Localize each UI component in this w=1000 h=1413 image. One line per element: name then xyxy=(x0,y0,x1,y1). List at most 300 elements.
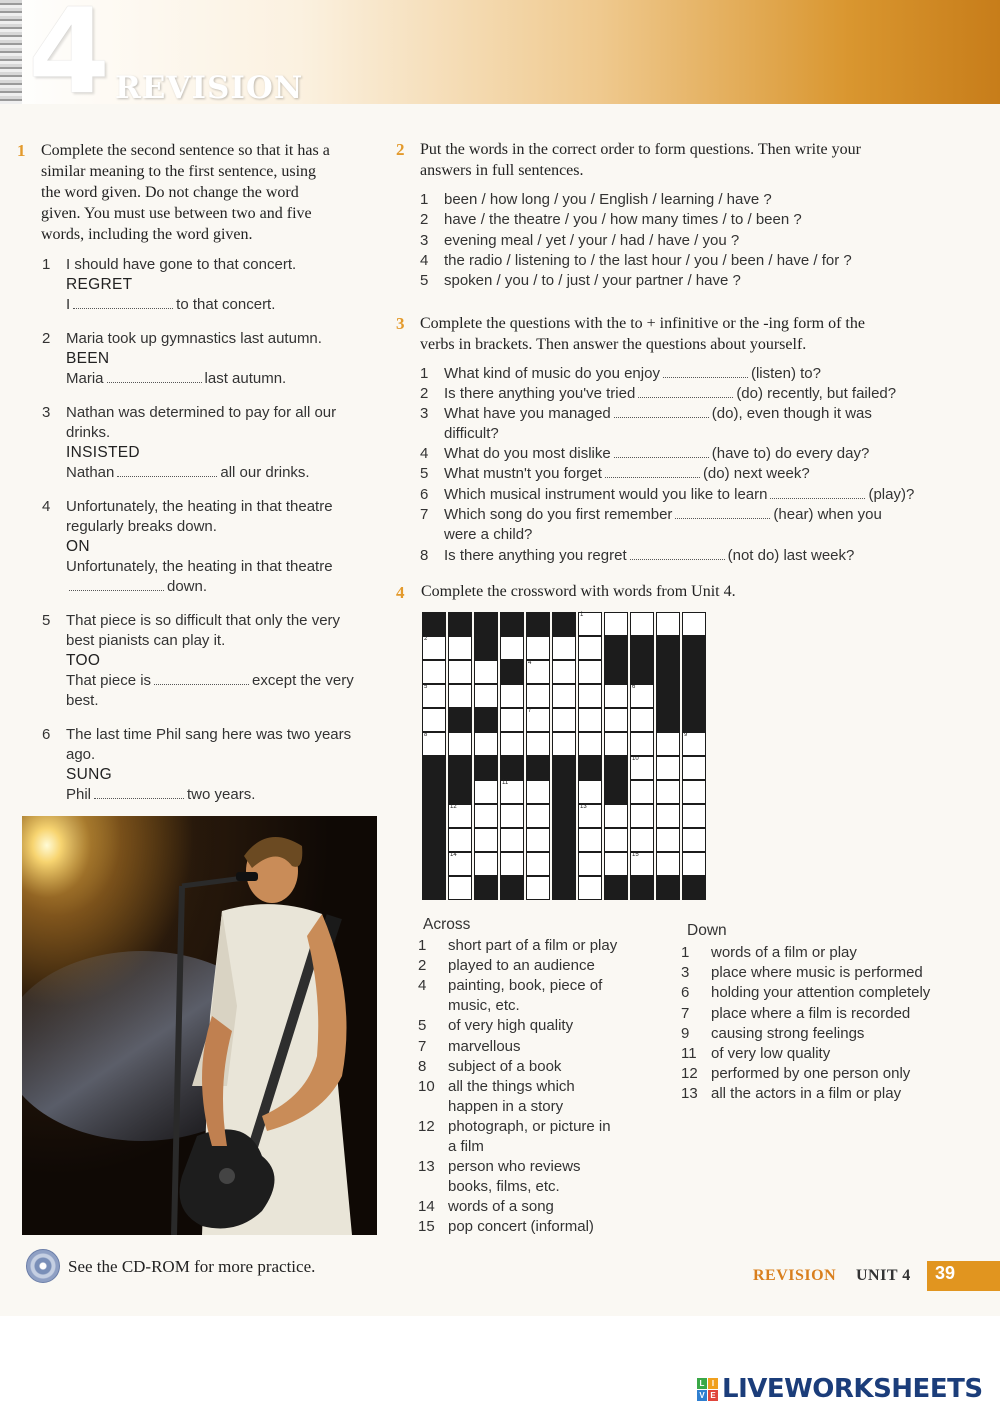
crossword-black-square xyxy=(448,612,472,636)
answer-start: Maria xyxy=(66,370,104,387)
clue-line: holding your attention completely xyxy=(711,984,931,1002)
instruction-line: words, including the word given. xyxy=(41,226,253,243)
crossword-cell[interactable] xyxy=(552,732,576,756)
item-number: 5 xyxy=(420,272,429,290)
cd-rom-note: See the CD-ROM for more practice. xyxy=(68,1257,316,1276)
crossword-black-square xyxy=(474,876,498,900)
clue-number: 12 xyxy=(418,1117,435,1135)
key-word: BEEN xyxy=(66,350,110,367)
crossword-black-square xyxy=(552,756,576,780)
crossword-black-square xyxy=(630,660,654,684)
crossword-cell[interactable] xyxy=(578,660,602,684)
question-line xyxy=(444,546,990,566)
clue-text xyxy=(448,1077,658,1117)
instruction-line: answers in full sentences. xyxy=(420,162,584,179)
crossword-cell[interactable] xyxy=(682,828,706,852)
word-order-item xyxy=(420,210,980,230)
crossword-black-square xyxy=(682,708,706,732)
across-clue xyxy=(418,956,658,976)
clue-line: subject of a book xyxy=(448,1057,562,1075)
question-line xyxy=(444,485,990,505)
crossword-cell[interactable] xyxy=(474,660,498,684)
instruction-line: Complete the second sentence so that it has a xyxy=(41,142,330,159)
item-number: 7 xyxy=(420,506,429,523)
answer-blank[interactable] xyxy=(614,446,709,458)
crossword-cell[interactable] xyxy=(682,780,706,804)
clue-line: words of a film or play xyxy=(711,944,857,961)
crossword-cell[interactable] xyxy=(630,852,654,876)
crossword-cell[interactable] xyxy=(526,708,550,732)
crossword-cell[interactable] xyxy=(578,852,602,876)
item-body xyxy=(444,485,990,505)
item-number: 2 xyxy=(420,211,429,229)
question-start: Is there anything you regret xyxy=(444,547,627,564)
crossword-black-square xyxy=(604,636,628,660)
clue-text xyxy=(711,963,981,983)
clue-text xyxy=(448,956,658,976)
item-body xyxy=(444,505,990,545)
item-number: 6 xyxy=(42,726,51,743)
answer-blank[interactable] xyxy=(770,487,865,499)
clue-number: 10 xyxy=(418,1077,435,1095)
source-sentence: best pianists can play it. xyxy=(66,632,226,649)
item-body xyxy=(66,611,377,711)
crossword-cell[interactable] xyxy=(526,684,550,708)
crossword-cell[interactable] xyxy=(448,660,472,684)
clue-line: place where a film is recorded xyxy=(711,1004,911,1022)
crossword-cell[interactable] xyxy=(500,780,524,804)
answer-blank[interactable] xyxy=(117,465,217,477)
clue-line: books, films, etc. xyxy=(448,1178,560,1196)
crossword-black-square xyxy=(552,852,576,876)
crossword-cell[interactable] xyxy=(656,756,680,780)
clue-text xyxy=(448,1217,658,1237)
crossword-black-square xyxy=(630,876,654,900)
answer-blank[interactable] xyxy=(638,386,733,398)
page-number: 39 xyxy=(935,1263,956,1283)
clue-line: of very high quality xyxy=(448,1017,574,1035)
crossword-cell[interactable] xyxy=(526,876,550,900)
jumbled-words: have / the theatre / you / how many times / to / been ? xyxy=(444,211,802,229)
gap-fill-item xyxy=(420,384,990,404)
crossword-cell[interactable] xyxy=(422,732,446,756)
crossword-clue-number: 3 xyxy=(475,635,479,641)
clue-text xyxy=(448,936,658,956)
item-number: 5 xyxy=(42,612,51,629)
item-number: 6 xyxy=(420,486,429,503)
crossword-cell[interactable] xyxy=(656,852,680,876)
crossword-black-square xyxy=(474,636,498,660)
item-body xyxy=(66,497,377,597)
crossword-grid xyxy=(422,612,708,899)
clue-number: 7 xyxy=(681,1004,690,1022)
crossword-black-square xyxy=(422,612,446,636)
question-line xyxy=(444,364,990,384)
answer-end: two years. xyxy=(187,786,256,803)
crossword-cell[interactable] xyxy=(682,804,706,828)
instruction-line: Put the words in the correct order to form questions. Then write your xyxy=(420,141,861,158)
crossword-cell[interactable] xyxy=(630,780,654,804)
crossword-black-square xyxy=(682,660,706,684)
crossword-cell[interactable] xyxy=(656,732,680,756)
item-body xyxy=(66,329,377,389)
answer-line xyxy=(66,369,377,389)
instruction-line: similar meaning to the first sentence, using xyxy=(41,163,317,180)
crossword-cell[interactable] xyxy=(604,612,628,636)
clue-line: person who reviews xyxy=(448,1158,581,1176)
across-heading: Across xyxy=(423,916,471,933)
item-body xyxy=(444,364,990,384)
clue-number: 9 xyxy=(681,1024,690,1042)
clue-number: 11 xyxy=(681,1045,697,1062)
clue-line: painting, book, piece of xyxy=(448,977,603,995)
crossword-black-square xyxy=(448,780,472,804)
crossword-black-square xyxy=(552,612,576,636)
clue-text xyxy=(448,1057,658,1077)
crossword-cell[interactable] xyxy=(630,828,654,852)
item-number: 4 xyxy=(420,445,429,462)
crossword-cell[interactable] xyxy=(552,684,576,708)
crossword-cell[interactable] xyxy=(630,684,654,708)
crossword-cell[interactable] xyxy=(604,684,628,708)
source-sentence: Unfortunately, the heating in that theatre xyxy=(66,498,333,515)
crossword-cell[interactable] xyxy=(526,660,550,684)
clue-line: performed by one person only xyxy=(711,1065,911,1083)
crossword-cell[interactable] xyxy=(448,732,472,756)
answer-line xyxy=(66,671,377,691)
crossword-cell[interactable] xyxy=(474,852,498,876)
answer-line xyxy=(66,557,377,577)
footer-section: REVISION xyxy=(753,1267,837,1284)
instruction-line: given. You must use between two and five xyxy=(41,205,312,222)
crossword-cell[interactable] xyxy=(552,636,576,660)
answer-blank[interactable] xyxy=(675,507,770,519)
crossword-cell[interactable] xyxy=(656,612,680,636)
crossword-cell[interactable] xyxy=(578,636,602,660)
instruction-line: the word given. Do not change the word xyxy=(41,184,299,201)
crossword-black-square xyxy=(500,756,524,780)
crossword-cell[interactable] xyxy=(578,780,602,804)
question-start: What do you most dislike xyxy=(444,445,611,462)
crossword-cell[interactable] xyxy=(500,708,524,732)
question-end: (play)? xyxy=(868,486,915,503)
concert-photo xyxy=(22,816,377,1235)
liveworksheets-watermark: LIVEWORKSHEETS xyxy=(722,1374,983,1404)
crossword-cell[interactable] xyxy=(526,828,550,852)
clue-line: happen in a story xyxy=(448,1097,564,1115)
crossword-cell[interactable] xyxy=(500,828,524,852)
down-heading: Down xyxy=(687,922,727,939)
exercise-3-instruction xyxy=(420,313,990,355)
crossword-cell[interactable] xyxy=(578,876,602,900)
crossword-black-square xyxy=(656,684,680,708)
crossword-black-square xyxy=(448,708,472,732)
question-line-2: were a child? xyxy=(444,526,533,543)
crossword-black-square xyxy=(526,756,550,780)
crossword-cell[interactable] xyxy=(578,708,602,732)
item-number: 3 xyxy=(420,231,429,249)
exercise-2-number: 2 xyxy=(396,140,405,159)
clue-text xyxy=(448,1016,658,1036)
crossword-clue-number: 10 xyxy=(632,756,639,762)
crossword-cell[interactable] xyxy=(656,780,680,804)
answer-start: Nathan xyxy=(66,464,115,481)
crossword-cell[interactable] xyxy=(422,660,446,684)
crossword-cell[interactable] xyxy=(500,804,524,828)
question-line xyxy=(444,505,990,525)
crossword-cell[interactable] xyxy=(552,660,576,684)
crossword-cell[interactable] xyxy=(578,828,602,852)
exercise-3-number: 3 xyxy=(396,314,405,333)
clue-text xyxy=(711,943,981,963)
question-line xyxy=(444,404,990,424)
clue-text xyxy=(711,983,981,1003)
clue-line: marvellous xyxy=(448,1037,521,1055)
exercise-1-number: 1 xyxy=(17,141,26,160)
logo-letter: E xyxy=(708,1390,718,1401)
crossword-clue-number: 14 xyxy=(450,852,457,858)
crossword-black-square xyxy=(422,780,446,804)
crossword-cell[interactable] xyxy=(682,612,706,636)
clue-number: 8 xyxy=(418,1057,427,1075)
crossword-clue-number: 1 xyxy=(580,612,584,618)
crossword-cell[interactable] xyxy=(526,636,550,660)
source-sentence: Maria took up gymnastics last autumn. xyxy=(66,330,322,347)
crossword-cell[interactable] xyxy=(500,852,524,876)
across-clue xyxy=(418,976,658,1016)
question-line xyxy=(444,464,990,484)
item-number: 3 xyxy=(420,405,429,422)
crossword-black-square xyxy=(604,876,628,900)
crossword-clue-number: 6 xyxy=(632,684,636,690)
question-end: (do) next week? xyxy=(702,465,810,482)
crossword-black-square xyxy=(474,708,498,732)
clue-number: 12 xyxy=(681,1065,698,1083)
crossword-cell[interactable] xyxy=(604,708,628,732)
answer-blank[interactable] xyxy=(630,548,725,560)
crossword-cell[interactable] xyxy=(474,780,498,804)
answer-blank[interactable] xyxy=(69,579,164,591)
crossword-black-square xyxy=(604,756,628,780)
crossword-cell[interactable] xyxy=(448,852,472,876)
crossword-cell[interactable] xyxy=(604,828,628,852)
crossword-cell[interactable] xyxy=(552,708,576,732)
source-sentence: That piece is so difficult that only the very xyxy=(66,612,341,629)
crossword-black-square xyxy=(500,612,524,636)
item-number: 2 xyxy=(42,330,51,347)
crossword-cell[interactable] xyxy=(474,804,498,828)
crossword-cell[interactable] xyxy=(448,804,472,828)
answer-blank[interactable] xyxy=(107,371,202,383)
clue-line: a film xyxy=(448,1137,484,1155)
crossword-cell[interactable] xyxy=(656,828,680,852)
crossword-cell[interactable] xyxy=(474,732,498,756)
crossword-cell[interactable] xyxy=(630,708,654,732)
item-number: 1 xyxy=(420,365,429,382)
crossword-black-square xyxy=(500,876,524,900)
clue-line: pop concert (informal) xyxy=(448,1218,594,1236)
jumbled-words: evening meal / yet / your / had / have / you ? xyxy=(444,231,740,249)
across-clue xyxy=(418,1157,658,1197)
clue-number: 15 xyxy=(418,1218,435,1236)
question-start: What kind of music do you enjoy xyxy=(444,365,660,382)
crossword-clue-number: 2 xyxy=(424,636,428,642)
transformation-item xyxy=(42,611,377,711)
crossword-clue-number: 5 xyxy=(424,684,428,690)
crossword-cell[interactable] xyxy=(474,828,498,852)
answer-start: I xyxy=(66,296,71,313)
crossword-cell[interactable] xyxy=(578,732,602,756)
answer-blank[interactable] xyxy=(154,673,249,685)
crossword-cell[interactable] xyxy=(448,876,472,900)
crossword-cell[interactable] xyxy=(604,804,628,828)
exercise-2-instruction xyxy=(420,139,980,181)
item-number: 3 xyxy=(42,404,51,421)
clue-line: place where music is performed xyxy=(711,964,923,982)
transformation-item xyxy=(42,329,377,389)
clue-text xyxy=(448,1157,658,1197)
jumbled-words: been / how long / you / English / learning / have ? xyxy=(444,191,772,208)
question-start: Which song do you first remember xyxy=(444,506,673,523)
answer-line xyxy=(66,463,377,483)
answer-blank[interactable] xyxy=(663,366,748,378)
crossword-cell[interactable] xyxy=(630,612,654,636)
crossword-black-square xyxy=(552,828,576,852)
crossword-cell[interactable] xyxy=(604,852,628,876)
crossword-black-square xyxy=(630,636,654,660)
crossword-clue-number: 11 xyxy=(502,780,509,786)
question-end: (do), even though it was xyxy=(711,405,872,422)
crossword-cell[interactable] xyxy=(604,732,628,756)
answer-end: to that concert. xyxy=(176,296,276,313)
crossword-black-square xyxy=(578,756,602,780)
clue-line: all the things which xyxy=(448,1077,575,1095)
exercise-4-instruction: Complete the crossword with words from Unit 4. xyxy=(421,583,736,600)
clue-number: 14 xyxy=(418,1198,435,1216)
crossword-cell[interactable] xyxy=(656,804,680,828)
crossword-cell[interactable] xyxy=(500,636,524,660)
source-sentence: ago. xyxy=(66,746,96,763)
crossword-cell[interactable] xyxy=(422,684,446,708)
item-number: 8 xyxy=(420,547,429,564)
crossword-cell[interactable] xyxy=(682,852,706,876)
crossword-clue-number: 13 xyxy=(580,804,587,810)
item-body xyxy=(444,464,990,484)
item-body xyxy=(66,403,377,483)
item-body xyxy=(444,384,990,404)
clue-line: of very low quality xyxy=(711,1045,831,1062)
crossword-cell[interactable] xyxy=(500,684,524,708)
item-body xyxy=(444,444,990,464)
key-word: ON xyxy=(66,538,90,555)
crossword-cell[interactable] xyxy=(682,756,706,780)
across-clue xyxy=(418,1057,658,1077)
crossword-cell[interactable] xyxy=(630,756,654,780)
item-number: 2 xyxy=(420,385,429,402)
answer-blank[interactable] xyxy=(614,406,709,418)
answer-start: That piece is xyxy=(66,672,152,689)
down-clue xyxy=(681,1084,981,1104)
answer-blank[interactable] xyxy=(94,787,184,799)
crossword-cell[interactable] xyxy=(448,684,472,708)
crossword-cell[interactable] xyxy=(448,636,472,660)
page-binding-edge xyxy=(0,0,22,104)
crossword-clue-number: 15 xyxy=(632,852,639,858)
crossword-cell[interactable] xyxy=(630,804,654,828)
across-clue xyxy=(418,1117,658,1157)
source-sentence: I should have gone to that concert. xyxy=(66,256,297,273)
down-clue xyxy=(681,1024,981,1044)
clue-text xyxy=(448,1197,658,1217)
footer-unit: UNIT 4 xyxy=(856,1267,911,1284)
crossword-black-square xyxy=(552,780,576,804)
crossword-cell[interactable] xyxy=(578,804,602,828)
answer-line-2: best. xyxy=(66,692,99,709)
crossword-cell[interactable] xyxy=(526,804,550,828)
crossword-black-square xyxy=(474,756,498,780)
answer-blank[interactable] xyxy=(605,466,700,478)
item-number: 1 xyxy=(42,256,51,273)
answer-end: except the very xyxy=(252,672,354,689)
clue-number: 1 xyxy=(418,937,427,954)
crossword-cell[interactable] xyxy=(474,684,498,708)
crossword-cell[interactable] xyxy=(448,828,472,852)
crossword-black-square xyxy=(656,636,680,660)
unit-number: 4 xyxy=(28,0,111,120)
clue-text xyxy=(711,1044,981,1064)
crossword-cell[interactable] xyxy=(422,708,446,732)
crossword-cell[interactable] xyxy=(682,732,706,756)
crossword-cell[interactable] xyxy=(500,732,524,756)
across-clue xyxy=(418,1077,658,1117)
cd-rom-icon xyxy=(26,1249,60,1283)
crossword-clue-number: 8 xyxy=(424,732,428,738)
clue-text xyxy=(448,1037,658,1057)
down-clue xyxy=(681,963,981,983)
crossword-cell[interactable] xyxy=(526,852,550,876)
gap-fill-item xyxy=(420,404,990,444)
clue-number: 2 xyxy=(418,957,427,975)
crossword-black-square xyxy=(656,660,680,684)
clue-number: 13 xyxy=(681,1085,698,1103)
crossword-cell[interactable] xyxy=(422,636,446,660)
crossword-black-square xyxy=(422,852,446,876)
crossword-black-square xyxy=(656,708,680,732)
item-number: 5 xyxy=(420,465,429,482)
question-line xyxy=(444,384,990,404)
crossword-cell[interactable] xyxy=(578,684,602,708)
item-body xyxy=(66,255,377,315)
item-number: 1 xyxy=(420,191,429,208)
clue-line: short part of a film or play xyxy=(448,937,618,954)
answer-end: all our drinks. xyxy=(220,464,310,481)
transformation-item xyxy=(42,725,377,805)
gap-fill-item xyxy=(420,485,990,505)
logo-letter: I xyxy=(708,1378,718,1389)
crossword-cell[interactable] xyxy=(526,780,550,804)
across-clue xyxy=(418,1217,658,1237)
across-clue xyxy=(418,1197,658,1217)
source-sentence: regularly breaks down. xyxy=(66,518,217,535)
source-sentence: drinks. xyxy=(66,424,111,441)
crossword-cell[interactable] xyxy=(630,732,654,756)
word-order-item xyxy=(420,251,980,271)
crossword-cell[interactable] xyxy=(526,732,550,756)
answer-blank[interactable] xyxy=(73,297,173,309)
crossword-black-square xyxy=(656,876,680,900)
crossword-black-square xyxy=(422,804,446,828)
crossword-cell[interactable] xyxy=(578,612,602,636)
